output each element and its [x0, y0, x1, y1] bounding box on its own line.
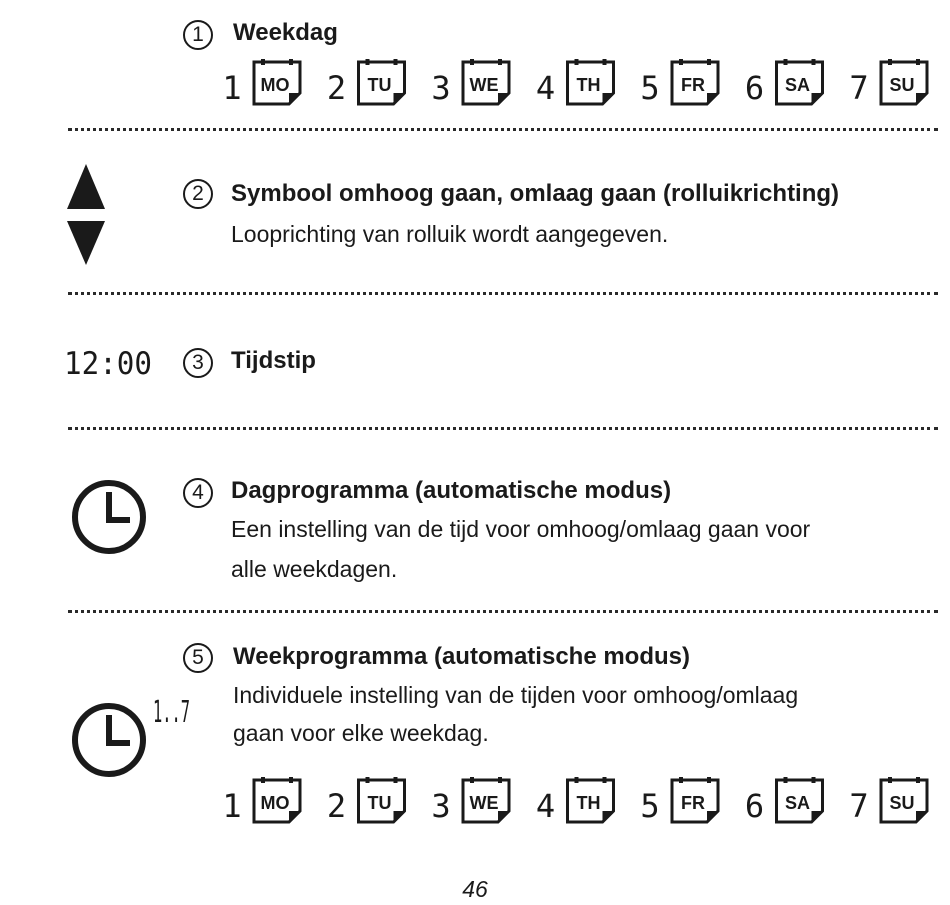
calendar-ring-icon	[289, 777, 293, 783]
weekday-sa	[745, 777, 823, 825]
section-4-title: Dagprogramma (automatische modus)	[231, 477, 672, 504]
weekday-row-1	[222, 57, 938, 107]
weekday-mo	[222, 59, 300, 107]
weekday-su	[849, 777, 927, 825]
weekday-digit: 2	[326, 69, 347, 107]
weekday-label: WE	[469, 75, 499, 95]
calendar-ring-icon	[812, 59, 816, 65]
weekday-row-2	[222, 775, 938, 825]
divider	[68, 292, 938, 295]
calendar-ring-icon	[498, 777, 502, 783]
page-number: 46	[462, 876, 488, 902]
up-down-triangle-icon	[66, 164, 106, 266]
section-4-number: 4	[183, 478, 213, 508]
calendar-ring-icon	[679, 777, 683, 783]
section-2-description: Looprichting van rolluik wordt aangegeven.	[231, 221, 669, 247]
time-display	[64, 346, 154, 382]
section-5-description-line-2: gaan voor elke weekdag.	[233, 720, 489, 746]
weekday-digit: 3	[431, 787, 451, 825]
calendar-fold-icon	[707, 811, 718, 822]
divider	[68, 610, 938, 613]
weekday-su	[849, 59, 927, 107]
calendar-ring-icon	[603, 777, 607, 783]
calendar-ring-icon	[394, 777, 398, 783]
calendar-ring-icon	[603, 59, 607, 65]
calendar-ring-icon	[812, 777, 816, 783]
calendar-ring-icon	[888, 59, 892, 65]
calendar-ring-icon	[679, 59, 683, 65]
calendar-fold-icon	[812, 811, 823, 822]
section-3-title: Tijdstip	[231, 347, 316, 374]
clock-icon	[69, 477, 149, 557]
section-2-title: Symbool omhoog gaan, omlaag gaan (rolluikrichting)	[231, 180, 840, 207]
weekday-label: TH	[576, 75, 601, 95]
weekday-icons	[222, 57, 938, 107]
calendar-ring-icon	[366, 59, 370, 65]
weekday-label: SU	[889, 75, 915, 95]
weekday-digit: 5	[640, 787, 660, 825]
calendar-ring-icon	[916, 59, 920, 65]
divider	[68, 427, 938, 430]
weekday-digit: 6	[744, 787, 765, 825]
weekday-label: FR	[681, 793, 705, 813]
calendar-ring-icon	[784, 777, 788, 783]
calendar-ring-icon	[707, 59, 711, 65]
weekday-digit: 7	[849, 69, 869, 107]
weekday-label: TU	[367, 75, 392, 95]
weekday-digit: 4	[535, 787, 556, 825]
weekday-fr	[640, 777, 718, 825]
weekday-label: SA	[784, 75, 811, 95]
calendar-ring-icon	[575, 777, 579, 783]
weekday-label: TH	[576, 793, 601, 813]
weekday-mo	[222, 777, 300, 825]
weekday-digit: 2	[326, 787, 347, 825]
calendar-ring-icon	[575, 59, 579, 65]
time-display-text: 12:00	[64, 346, 152, 382]
calendar-ring-icon	[470, 777, 474, 783]
weekday-we	[431, 777, 509, 825]
weekday-digit: 1	[222, 69, 242, 107]
clock-icon	[69, 700, 149, 780]
weekday-label: FR	[681, 75, 705, 95]
section-2-number: 2	[183, 179, 213, 209]
section-5-number: 5	[183, 643, 213, 673]
calendar-ring-icon	[888, 777, 892, 783]
calendar-ring-icon	[470, 59, 474, 65]
calendar-ring-icon	[707, 777, 711, 783]
calendar-ring-icon	[261, 59, 265, 65]
calendar-ring-icon	[784, 59, 788, 65]
calendar-ring-icon	[916, 777, 920, 783]
weekday-label: WE	[469, 793, 499, 813]
section-4-description-line-2: alle weekdagen.	[231, 556, 398, 582]
weekday-digit: 6	[744, 69, 765, 107]
section-5-title: Weekprogramma (automatische modus)	[233, 643, 690, 670]
weekday-digit: 4	[535, 69, 556, 107]
weekday-digit: 7	[849, 787, 869, 825]
weekday-digit: 3	[431, 69, 451, 107]
weekday-th	[536, 59, 614, 107]
down-triangle-icon	[67, 221, 105, 265]
weekday-tu	[327, 59, 405, 107]
divider	[68, 128, 938, 131]
calendar-fold-icon	[603, 811, 614, 822]
weekday-th	[536, 777, 614, 825]
section-1-title: Weekdag	[233, 19, 338, 46]
section-5-description-line-1: Individuele instelling van de tijden voor omhoog/omlaag	[233, 682, 799, 708]
calendar-ring-icon	[498, 59, 502, 65]
weekday-digit: 5	[640, 69, 660, 107]
weekday-label: MO	[260, 793, 290, 813]
calendar-fold-icon	[916, 811, 927, 822]
calendar-ring-icon	[394, 59, 398, 65]
weekday-sa	[745, 59, 823, 107]
section-1-number: 1	[183, 20, 213, 50]
weekday-fr	[640, 59, 718, 107]
section-3-number: 3	[183, 348, 213, 378]
weekday-icons	[222, 775, 938, 825]
section-4-description-line-1: Een instelling van de tijd voor omhoog/omlaag gaan voor	[231, 516, 811, 542]
weekday-label: SA	[784, 793, 811, 813]
weekday-label: TU	[367, 793, 392, 813]
calendar-ring-icon	[289, 59, 293, 65]
up-triangle-icon	[67, 164, 105, 209]
weekday-digit: 1	[222, 787, 242, 825]
weekday-label: SU	[889, 793, 915, 813]
weekday-tu	[327, 777, 405, 825]
weekday-we	[431, 59, 509, 107]
calendar-ring-icon	[261, 777, 265, 783]
calendar-ring-icon	[366, 777, 370, 783]
week-range-display	[153, 694, 193, 730]
week-range-display-text: 1..7	[153, 695, 190, 730]
weekday-label: MO	[260, 75, 290, 95]
